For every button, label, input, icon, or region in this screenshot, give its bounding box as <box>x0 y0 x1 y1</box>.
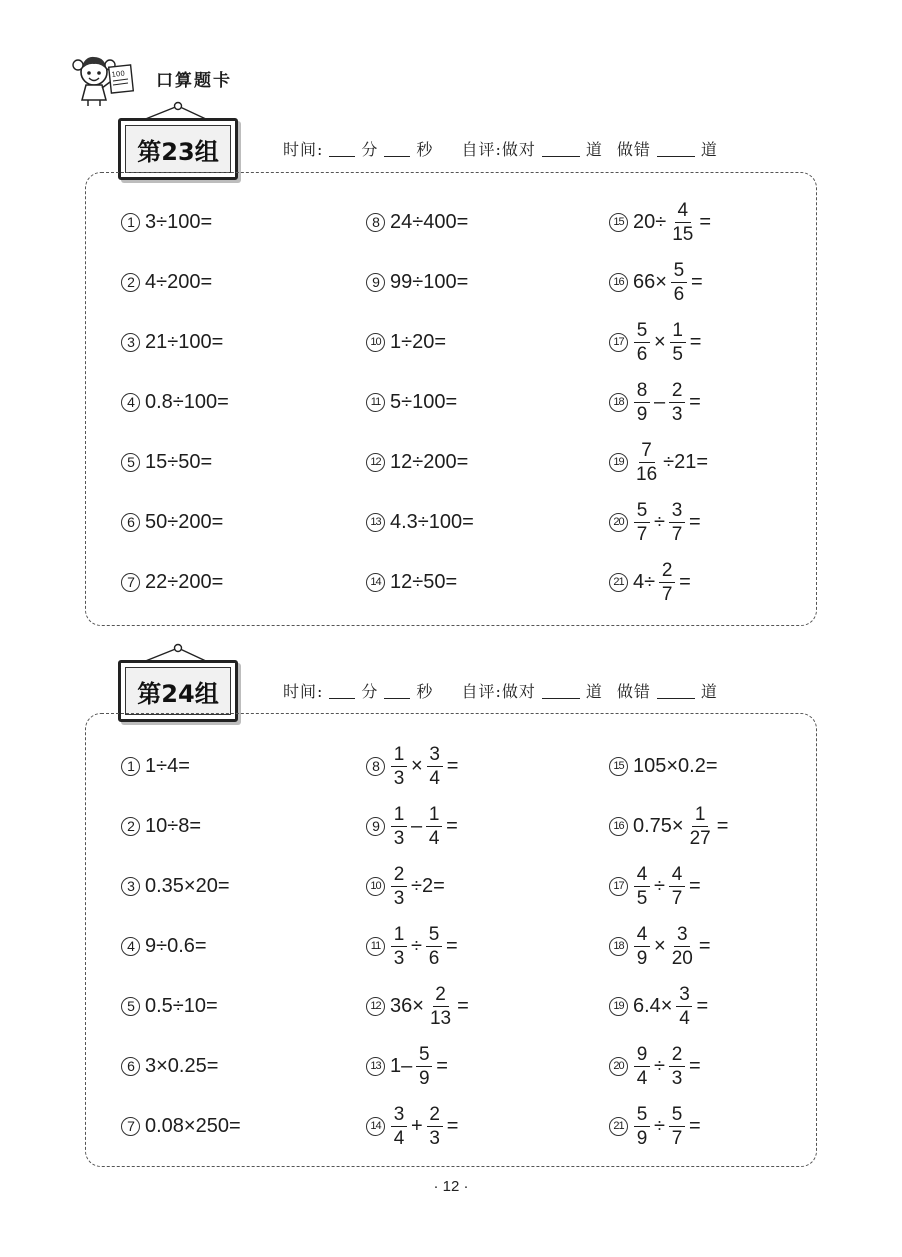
problem-number: 3 <box>121 333 140 352</box>
expression-text: = <box>446 1114 459 1137</box>
problem-item <box>366 1102 458 1150</box>
problem-item <box>609 438 708 486</box>
fraction-denominator: 15 <box>672 223 694 245</box>
problem-item <box>121 922 207 970</box>
expression-text: – <box>654 390 666 413</box>
fraction <box>634 441 659 484</box>
problem-number: 5 <box>121 453 140 472</box>
problem-number: 13 <box>366 1057 385 1076</box>
fraction <box>688 805 713 848</box>
expression-text: 99÷100= <box>390 270 469 293</box>
problem-item <box>609 982 708 1030</box>
expression-text: 21÷100= <box>145 330 224 353</box>
fraction-numerator: 5 <box>634 1105 650 1127</box>
fraction-denominator: 3 <box>393 827 405 849</box>
page-header <box>72 48 372 108</box>
fraction <box>634 1045 650 1088</box>
problem-item <box>609 258 703 306</box>
problem-item <box>366 198 468 246</box>
score-info-line: 时间: 分 秒 自评:做对 道 做错 道 <box>283 140 718 159</box>
expression-text: = <box>436 1054 448 1077</box>
fraction-numerator: 5 <box>634 501 650 523</box>
wrong-count-blank[interactable] <box>657 684 695 699</box>
fraction-denominator: 6 <box>673 283 685 305</box>
problem-number: 1 <box>121 757 140 776</box>
problem-number: 12 <box>366 453 385 472</box>
fraction <box>669 1105 685 1148</box>
fraction <box>671 261 687 304</box>
fraction <box>670 925 695 968</box>
fraction-denominator: 27 <box>689 827 711 849</box>
problem-item <box>366 558 457 606</box>
problem-item <box>609 922 711 970</box>
expression-text: 4÷ <box>633 570 656 593</box>
expression-text: ÷ <box>654 1054 665 1077</box>
expression-text: 1÷4= <box>145 754 190 777</box>
problem-number: 11 <box>366 937 385 956</box>
expression-text: 10÷8= <box>145 814 202 837</box>
problem-number: 4 <box>121 937 140 956</box>
fraction-denominator: 9 <box>636 1127 648 1149</box>
fraction <box>391 865 407 908</box>
problem-item <box>121 862 230 910</box>
fraction-denominator: 5 <box>672 343 683 365</box>
problem-number: 15 <box>609 757 628 776</box>
expression-text: 12÷200= <box>390 450 469 473</box>
fraction <box>669 1045 685 1088</box>
fraction-denominator: 13 <box>429 1007 452 1029</box>
fraction-denominator: 3 <box>671 403 683 425</box>
problem-number: 14 <box>366 1117 385 1136</box>
fraction <box>391 745 407 788</box>
fraction-numerator: 2 <box>433 985 449 1007</box>
expression-text: 0.75× <box>633 814 684 837</box>
problem-number: 5 <box>121 997 140 1016</box>
fraction-denominator: 4 <box>429 767 440 789</box>
fraction <box>634 381 650 424</box>
fraction <box>416 1045 432 1088</box>
fraction <box>428 985 453 1028</box>
expression-text: 3÷100= <box>145 210 213 233</box>
correct-count-blank[interactable] <box>542 684 580 699</box>
fraction-numerator: 7 <box>639 441 655 463</box>
fraction-numerator: 9 <box>634 1045 650 1067</box>
fraction-denominator: 7 <box>661 583 673 605</box>
wrong-count-blank[interactable] <box>657 142 695 157</box>
problem-item <box>121 318 223 366</box>
problem-item <box>366 258 468 306</box>
expression-text: ÷21= <box>663 450 709 473</box>
expression-text: = <box>679 570 691 593</box>
problem-item <box>121 1102 241 1150</box>
problem-number: 2 <box>121 273 140 292</box>
expression-text: + <box>411 1114 423 1137</box>
problem-item <box>366 438 468 486</box>
fraction-numerator: 2 <box>669 381 685 403</box>
problem-item <box>366 498 474 546</box>
fraction-denominator: 7 <box>671 1127 683 1149</box>
problem-item <box>121 1042 218 1090</box>
expression-text: 9÷0.6= <box>145 934 207 957</box>
problem-item <box>366 862 445 910</box>
problem-number: 13 <box>366 513 385 532</box>
fraction-numerator: 5 <box>669 1105 685 1127</box>
problem-number: 16 <box>609 273 628 292</box>
fraction-denominator: 3 <box>393 767 405 789</box>
problem-number: 1 <box>121 213 140 232</box>
problem-number: 7 <box>121 1117 140 1136</box>
fraction-denominator: 4 <box>393 1127 405 1149</box>
problem-item <box>121 498 223 546</box>
problem-number: 9 <box>366 817 385 836</box>
fraction <box>676 985 692 1028</box>
fraction-numerator: 4 <box>634 925 650 947</box>
fraction-denominator: 20 <box>671 947 693 969</box>
fraction <box>659 561 675 604</box>
expression-text: 105×0.2= <box>633 754 718 777</box>
fraction-denominator: 7 <box>671 523 683 545</box>
group-title: 第24组 <box>125 667 231 715</box>
fraction-denominator: 7 <box>671 887 683 909</box>
expression-text: ÷ <box>654 874 665 897</box>
problem-item <box>121 378 229 426</box>
fraction-numerator: 1 <box>426 805 442 827</box>
fraction <box>669 865 685 908</box>
problem-number: 2 <box>121 817 140 836</box>
problem-number: 16 <box>609 817 628 836</box>
problem-item <box>609 802 728 850</box>
fraction-denominator: 4 <box>428 827 440 849</box>
problem-item <box>609 378 701 426</box>
fraction-numerator: 3 <box>427 745 443 767</box>
problem-number: 8 <box>366 757 385 776</box>
expression-text: = <box>699 210 712 233</box>
fraction-numerator: 3 <box>391 1105 407 1127</box>
fraction <box>426 805 442 848</box>
fraction <box>391 925 407 968</box>
problem-number: 19 <box>609 997 628 1016</box>
problem-item <box>366 318 446 366</box>
expression-text: ÷ <box>411 934 422 957</box>
fraction-denominator: 3 <box>671 1067 683 1089</box>
problem-number: 14 <box>366 573 385 592</box>
page-title: 口算题卡 <box>156 71 232 91</box>
girl-holding-100-paper-icon <box>72 48 142 108</box>
expression-text: = <box>696 994 709 1017</box>
fraction <box>391 805 407 848</box>
expression-text: = <box>690 270 703 293</box>
expression-text: ÷ <box>654 1114 665 1137</box>
problem-item <box>366 742 458 790</box>
fraction <box>670 201 695 244</box>
expression-text: = <box>689 390 701 413</box>
problem-item <box>609 742 718 790</box>
fraction-numerator: 4 <box>669 865 685 887</box>
problem-number: 20 <box>609 1057 628 1076</box>
expression-text: ÷ <box>654 510 665 533</box>
fraction-numerator: 4 <box>634 865 650 887</box>
fraction-denominator: 4 <box>636 1067 648 1089</box>
expression-text: = <box>688 1054 701 1077</box>
problem-number: 9 <box>366 273 385 292</box>
fraction <box>634 865 650 908</box>
problem-number: 10 <box>366 333 385 352</box>
problem-number: 18 <box>609 937 628 956</box>
expression-text: ÷2= <box>411 874 445 897</box>
expression-text: 66× <box>633 270 667 293</box>
problem-item <box>366 922 458 970</box>
expression-text: = <box>698 934 711 957</box>
expression-text: = <box>716 814 729 837</box>
problem-number: 17 <box>609 877 628 896</box>
fraction-numerator: 5 <box>634 321 650 343</box>
problem-number: 15 <box>609 213 628 232</box>
problem-number: 21 <box>609 1117 628 1136</box>
fraction <box>669 501 685 544</box>
fraction-denominator: 9 <box>636 947 648 969</box>
problem-item <box>366 982 469 1030</box>
expression-text: 4.3÷100= <box>390 510 474 533</box>
problem-item <box>121 438 212 486</box>
fraction-numerator: 2 <box>391 865 407 887</box>
expression-text: – <box>411 814 423 837</box>
expression-text: = <box>446 754 459 777</box>
fraction-numerator: 5 <box>416 1045 432 1067</box>
expression-text: 20÷ <box>633 210 667 233</box>
fraction-numerator: 1 <box>391 925 407 947</box>
fraction <box>426 925 442 968</box>
fraction <box>391 1105 407 1148</box>
expression-text: 1÷20= <box>390 330 447 353</box>
problem-number: 20 <box>609 513 628 532</box>
problem-item <box>366 1042 448 1090</box>
problem-number: 7 <box>121 573 140 592</box>
expression-text: 0.5÷10= <box>145 994 218 1017</box>
expression-text: 0.08×250= <box>145 1114 241 1137</box>
problem-number: 4 <box>121 393 140 412</box>
expression-text: = <box>457 994 469 1017</box>
expression-text: 12÷50= <box>390 570 458 593</box>
fraction-numerator: 1 <box>692 805 708 827</box>
fraction-numerator: 3 <box>676 985 692 1007</box>
fraction <box>670 321 686 364</box>
problem-number: 17 <box>609 333 628 352</box>
fraction-denominator: 16 <box>636 463 658 485</box>
problem-item <box>121 802 201 850</box>
fraction-numerator: 4 <box>675 201 691 223</box>
expression-text: 3×0.25= <box>145 1054 219 1077</box>
fraction <box>634 501 650 544</box>
problem-item <box>609 862 701 910</box>
fraction-numerator: 1 <box>670 321 686 343</box>
problem-item <box>609 558 691 606</box>
fraction <box>634 321 650 364</box>
expression-text: = <box>688 510 701 533</box>
fraction-denominator: 6 <box>428 947 440 969</box>
problem-number: 3 <box>121 877 140 896</box>
expression-text: 5÷100= <box>390 390 458 413</box>
problem-item <box>366 378 457 426</box>
fraction <box>634 925 650 968</box>
fraction-numerator: 1 <box>391 745 407 767</box>
expression-text: × <box>411 754 423 777</box>
expression-text: = <box>689 330 702 353</box>
fraction <box>427 1105 443 1148</box>
expression-text: = <box>688 874 701 897</box>
expression-text: = <box>446 814 458 837</box>
expression-text: × <box>654 934 666 957</box>
fraction-numerator: 2 <box>427 1105 443 1127</box>
fraction-denominator: 7 <box>636 523 648 545</box>
fraction <box>427 745 443 788</box>
fraction-numerator: 5 <box>671 261 687 283</box>
expression-text: 0.35×20= <box>145 874 230 897</box>
fraction-denominator: 3 <box>429 1127 440 1149</box>
fraction-numerator: 3 <box>669 501 685 523</box>
fraction-denominator: 3 <box>393 947 405 969</box>
problem-item <box>609 1042 701 1090</box>
fraction-numerator: 8 <box>634 381 650 403</box>
problem-number: 10 <box>366 877 385 896</box>
correct-count-blank[interactable] <box>542 142 580 157</box>
expression-text: 6.4× <box>633 994 673 1017</box>
problem-item <box>121 742 190 790</box>
svg-text:100: 100 <box>111 69 126 79</box>
problem-number: 21 <box>609 573 628 592</box>
fraction-denominator: 9 <box>418 1067 430 1089</box>
problem-number: 18 <box>609 393 628 412</box>
minutes-blank[interactable] <box>329 684 355 699</box>
seconds-blank[interactable] <box>384 684 410 699</box>
fraction-denominator: 6 <box>636 343 648 365</box>
expression-text: 24÷400= <box>390 210 469 233</box>
problem-number: 12 <box>366 997 385 1016</box>
fraction-numerator: 1 <box>391 805 407 827</box>
problem-number: 8 <box>366 213 385 232</box>
problem-item <box>121 558 223 606</box>
fraction-numerator: 3 <box>674 925 690 947</box>
expression-text: 0.8÷100= <box>145 390 229 413</box>
score-info-line: 时间: 分 秒 自评:做对 道 做错 道 <box>283 682 718 701</box>
seconds-blank[interactable] <box>384 142 410 157</box>
expression-text: 4÷200= <box>145 270 213 293</box>
fraction-numerator: 5 <box>426 925 442 947</box>
expression-text: 1– <box>390 1054 413 1077</box>
problem-item <box>121 198 212 246</box>
fraction-denominator: 3 <box>393 887 405 909</box>
problem-number: 19 <box>609 453 628 472</box>
fraction <box>634 1105 650 1148</box>
problem-item <box>609 318 701 366</box>
group-title: 第23组 <box>125 125 231 173</box>
problem-item <box>366 802 458 850</box>
fraction-denominator: 9 <box>636 403 648 425</box>
expression-text: × <box>654 330 666 353</box>
expression-text: 15÷50= <box>145 450 213 473</box>
problem-item <box>121 258 212 306</box>
problem-item <box>121 982 218 1030</box>
problem-item <box>609 1102 701 1150</box>
problem-number: 11 <box>366 393 385 412</box>
expression-text: = <box>688 1114 701 1137</box>
expression-text: 22÷200= <box>145 570 224 593</box>
fraction <box>669 381 685 424</box>
expression-text: 36× <box>390 994 424 1017</box>
page-number: · 12 · <box>433 1178 469 1195</box>
problem-number: 6 <box>121 1057 140 1076</box>
expression-text: = <box>445 934 458 957</box>
fraction-numerator: 2 <box>659 561 675 583</box>
fraction-denominator: 5 <box>636 887 648 909</box>
problem-item <box>609 498 701 546</box>
expression-text: 50÷200= <box>145 510 224 533</box>
problem-number: 6 <box>121 513 140 532</box>
minutes-blank[interactable] <box>329 142 355 157</box>
fraction-numerator: 2 <box>669 1045 685 1067</box>
problem-item <box>609 198 711 246</box>
fraction-denominator: 4 <box>679 1007 690 1029</box>
